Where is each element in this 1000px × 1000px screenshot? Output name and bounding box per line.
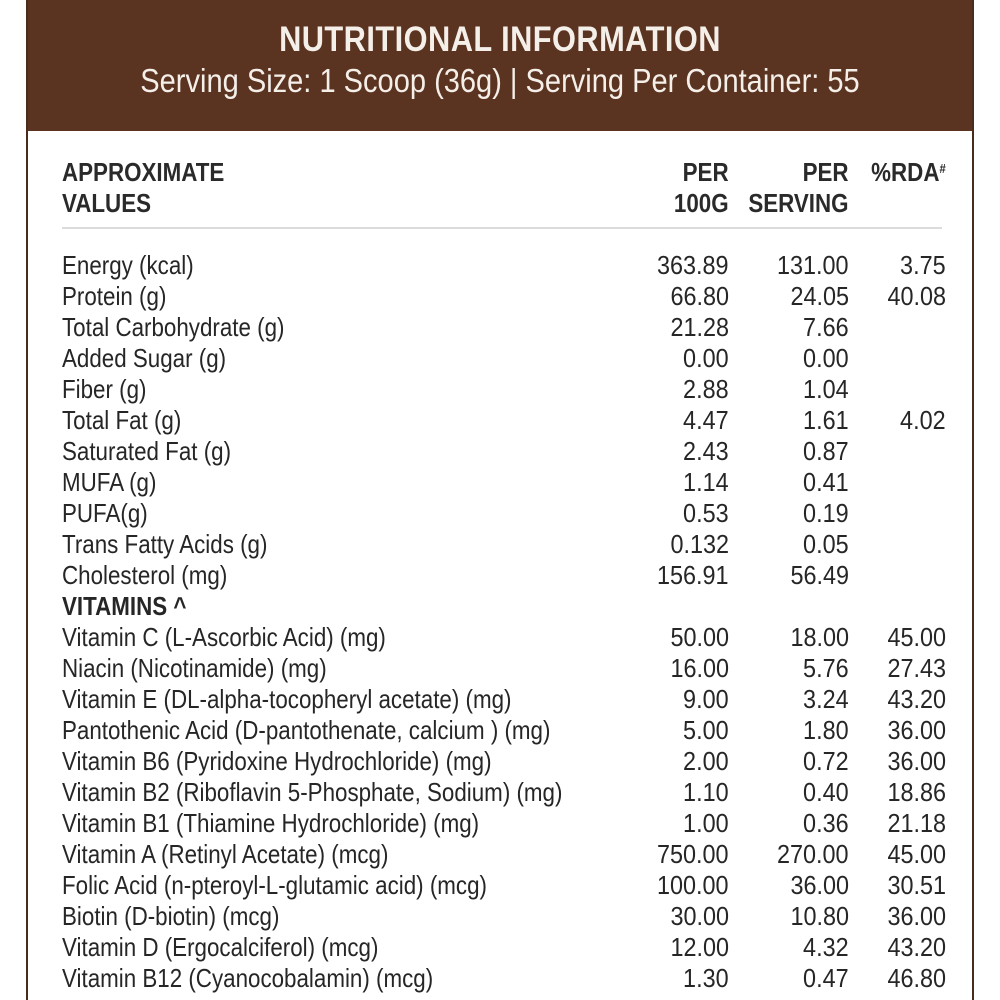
per-serving-value: 56.49 bbox=[790, 560, 849, 590]
nutrient-name: Folic Acid (n-pteroyl-L-glutamic acid) (mcg) bbox=[62, 870, 487, 900]
table-row bbox=[28, 932, 972, 963]
rda-value: 18.86 bbox=[887, 777, 946, 807]
nutrient-name: Pantothenic Acid (D-pantothenate, calcium ) (mg) bbox=[62, 715, 551, 745]
column-header-per-serving-line2: SERVING bbox=[748, 188, 849, 218]
per-100g-value: 363.89 bbox=[657, 250, 729, 280]
column-header-values-line1: APPROXIMATE bbox=[62, 157, 225, 187]
rda-value: 43.20 bbox=[887, 932, 946, 962]
nutrient-name: Protein (g) bbox=[62, 281, 167, 311]
nutrient-name: Trans Fatty Acids (g) bbox=[62, 529, 268, 559]
nutrient-name: PUFA(g) bbox=[62, 498, 148, 528]
per-100g-value: 1.00 bbox=[683, 808, 729, 838]
table-row bbox=[28, 777, 972, 808]
per-serving-value: 36.00 bbox=[790, 870, 849, 900]
per-serving-value: 1.61 bbox=[803, 405, 849, 435]
table-row bbox=[28, 870, 972, 901]
per-100g-value: 2.43 bbox=[683, 436, 729, 466]
vitamins-section-row bbox=[28, 591, 972, 622]
column-header-values-line2: VALUES bbox=[62, 188, 152, 218]
table-row bbox=[28, 560, 972, 591]
nutrient-name: Vitamin B12 (Cyanocobalamin) (mcg) bbox=[62, 963, 434, 993]
rda-value: 21.18 bbox=[887, 808, 946, 838]
nutrient-name: Biotin (D-biotin) (mcg) bbox=[62, 901, 280, 931]
rda-value: 27.43 bbox=[887, 653, 946, 683]
nutrient-name: Total Fat (g) bbox=[62, 405, 182, 435]
table-row bbox=[28, 808, 972, 839]
nutrient-name: Vitamin E (DL-alpha-tocopheryl acetate) (mg) bbox=[62, 684, 512, 714]
nutrient-name: Vitamin B6 (Pyridoxine Hydrochloride) (mg) bbox=[62, 746, 492, 776]
nutrient-name: Vitamin C (L-Ascorbic Acid) (mg) bbox=[62, 622, 386, 652]
column-header-values bbox=[62, 157, 224, 219]
rda-value: 4.02 bbox=[900, 405, 946, 435]
per-serving-value: 0.19 bbox=[803, 498, 849, 528]
rda-value: 36.00 bbox=[887, 746, 946, 776]
nutrient-name: Vitamin D (Ergocalciferol) (mcg) bbox=[62, 932, 379, 962]
column-header-rda-label: %RDA bbox=[871, 157, 940, 187]
header-divider bbox=[62, 227, 942, 229]
rda-footnote-mark: # bbox=[939, 161, 946, 176]
nutrient-name: MUFA (g) bbox=[62, 467, 157, 497]
per-100g-value: 0.00 bbox=[683, 343, 729, 373]
table-row bbox=[28, 250, 972, 281]
nutrient-name: Total Carbohydrate (g) bbox=[62, 312, 285, 342]
column-header-rda bbox=[871, 157, 946, 188]
header-banner bbox=[28, 0, 972, 131]
table-row bbox=[28, 839, 972, 870]
rda-value: 36.00 bbox=[887, 715, 946, 745]
per-serving-value: 0.05 bbox=[803, 529, 849, 559]
nutrition-table-body bbox=[28, 250, 972, 994]
per-100g-value: 5.00 bbox=[683, 715, 729, 745]
rda-value: 46.80 bbox=[887, 963, 946, 993]
header-title: NUTRITIONAL INFORMATION bbox=[279, 20, 721, 59]
rda-value: 45.00 bbox=[887, 622, 946, 652]
per-serving-value: 0.36 bbox=[803, 808, 849, 838]
per-100g-value: 30.00 bbox=[670, 901, 729, 931]
per-serving-value: 18.00 bbox=[790, 622, 849, 652]
rda-value: 30.51 bbox=[887, 870, 946, 900]
per-100g-value: 21.28 bbox=[670, 312, 729, 342]
column-header-per-100g-line2: 100G bbox=[674, 188, 729, 218]
table-row bbox=[28, 715, 972, 746]
table-row bbox=[28, 529, 972, 560]
table-row bbox=[28, 405, 972, 436]
nutrient-name: Fiber (g) bbox=[62, 374, 147, 404]
column-header-per-serving-line1: PER bbox=[803, 157, 849, 187]
per-100g-value: 2.00 bbox=[683, 746, 729, 776]
nutrient-name: Vitamin B1 (Thiamine Hydrochloride) (mg) bbox=[62, 808, 480, 838]
per-serving-value: 0.41 bbox=[803, 467, 849, 497]
nutrient-name: Cholesterol (mg) bbox=[62, 560, 228, 590]
per-100g-value: 4.47 bbox=[683, 405, 729, 435]
per-100g-value: 9.00 bbox=[683, 684, 729, 714]
table-row bbox=[28, 498, 972, 529]
column-header-per-100g bbox=[674, 157, 729, 219]
table-row bbox=[28, 653, 972, 684]
per-serving-value: 5.76 bbox=[803, 653, 849, 683]
per-serving-value: 4.32 bbox=[803, 932, 849, 962]
per-serving-value: 1.80 bbox=[803, 715, 849, 745]
per-100g-value: 0.53 bbox=[683, 498, 729, 528]
vitamins-heading: VITAMINS ^ bbox=[62, 591, 187, 621]
per-100g-value: 2.88 bbox=[683, 374, 729, 404]
table-row bbox=[28, 622, 972, 653]
per-100g-value: 100.00 bbox=[657, 870, 729, 900]
rda-value: 3.75 bbox=[900, 250, 946, 280]
table-row bbox=[28, 746, 972, 777]
table-row bbox=[28, 374, 972, 405]
per-100g-value: 0.132 bbox=[670, 529, 729, 559]
nutrient-name: Added Sugar (g) bbox=[62, 343, 227, 373]
nutrient-name: Saturated Fat (g) bbox=[62, 436, 232, 466]
table-row bbox=[28, 281, 972, 312]
per-100g-value: 750.00 bbox=[657, 839, 729, 869]
per-serving-value: 24.05 bbox=[790, 281, 849, 311]
table-row bbox=[28, 312, 972, 343]
table-row bbox=[28, 963, 972, 994]
per-serving-value: 0.47 bbox=[803, 963, 849, 993]
table-row bbox=[28, 467, 972, 498]
per-100g-value: 50.00 bbox=[670, 622, 729, 652]
serving-info: Serving Size: 1 Scoop (36g) | Serving Per Container: 55 bbox=[140, 62, 860, 99]
rda-value: 40.08 bbox=[887, 281, 946, 311]
per-100g-value: 1.30 bbox=[683, 963, 729, 993]
table-row bbox=[28, 436, 972, 467]
per-100g-value: 12.00 bbox=[670, 932, 729, 962]
nutrient-name: Vitamin B2 (Riboflavin 5-Phosphate, Sodium) (mg) bbox=[62, 777, 563, 807]
per-100g-value: 16.00 bbox=[670, 653, 729, 683]
nutrient-name: Niacin (Nicotinamide) (mg) bbox=[62, 653, 327, 683]
per-serving-value: 131.00 bbox=[777, 250, 849, 280]
per-serving-value: 270.00 bbox=[777, 839, 849, 869]
per-serving-value: 0.40 bbox=[803, 777, 849, 807]
per-serving-value: 3.24 bbox=[803, 684, 849, 714]
per-serving-value: 0.72 bbox=[803, 746, 849, 776]
table-row bbox=[28, 343, 972, 374]
table-row bbox=[28, 901, 972, 932]
per-serving-value: 0.00 bbox=[803, 343, 849, 373]
nutrient-name: Vitamin A (Retinyl Acetate) (mcg) bbox=[62, 839, 389, 869]
per-serving-value: 0.87 bbox=[803, 436, 849, 466]
nutrient-name: Energy (kcal) bbox=[62, 250, 194, 280]
per-100g-value: 1.14 bbox=[683, 467, 729, 497]
per-serving-value: 7.66 bbox=[803, 312, 849, 342]
per-100g-value: 66.80 bbox=[670, 281, 729, 311]
per-100g-value: 156.91 bbox=[657, 560, 729, 590]
per-100g-value: 1.10 bbox=[683, 777, 729, 807]
column-header-per-serving bbox=[749, 157, 849, 219]
rda-value: 45.00 bbox=[887, 839, 946, 869]
table-row bbox=[28, 684, 972, 715]
column-header-per-100g-line1: PER bbox=[683, 157, 729, 187]
rda-value: 43.20 bbox=[887, 684, 946, 714]
per-serving-value: 1.04 bbox=[803, 374, 849, 404]
per-serving-value: 10.80 bbox=[790, 901, 849, 931]
rda-value: 36.00 bbox=[887, 901, 946, 931]
nutrition-panel bbox=[26, 0, 974, 1000]
